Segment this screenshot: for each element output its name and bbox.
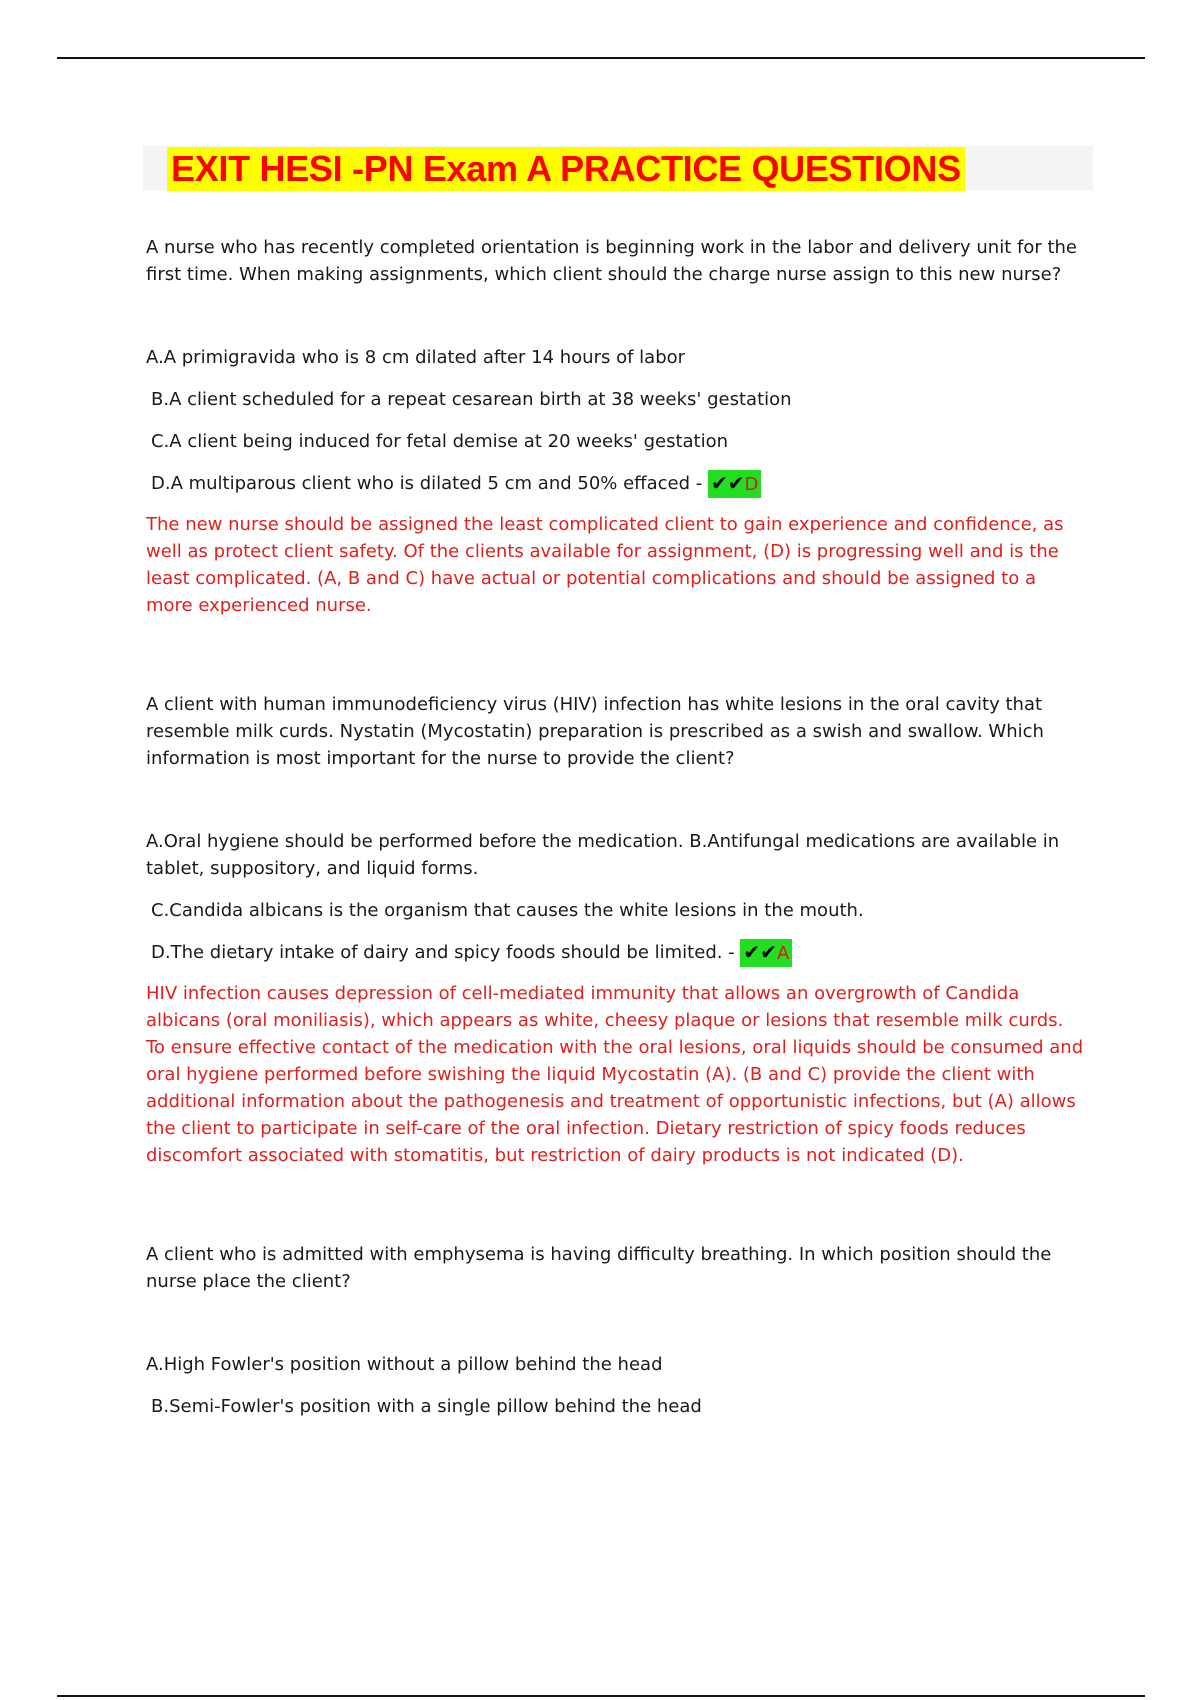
checkmark-icon: ✔✔ xyxy=(710,471,745,495)
rationale-text: HIV infection causes depression of cell-mediated immunity that allows an overgrowth of Candida albicans (oral moniliasis), which appears as white, cheesy plaque or lesions that resemble milk curds. To ensure effective contact of the medication with the oral lesions, oral liquids should be consumed and oral hygiene performed before swishing the liquid Mycostatin (A). (B and C) provide the client with additional information about the pathogenesis and treatment of opportunistic infections, but (A) allows the client to participate in self-care of the oral infection. Dietary restriction of spicy foods reduces discomfort associated with stomatitis, but restriction of dairy products is not indicated (D). xyxy=(146,983,1084,1166)
option-a-b: A.Oral hygiene should be performed before the medication. B.Antifungal medications are available in tablet, suppository, and liquid forms. xyxy=(146,831,1060,879)
document-title: EXIT HESI -PN Exam A PRACTICE QUESTIONS xyxy=(167,147,965,191)
question-2 xyxy=(146,691,1086,1169)
option-c: C.Candida albicans is the organism that causes the white lesions in the mouth. xyxy=(151,900,864,921)
option-b: B.Semi-Fowler's position with a single pillow behind the head xyxy=(151,1396,702,1417)
checkmark-icon: ✔✔ xyxy=(743,940,777,964)
option-list xyxy=(146,1351,1086,1420)
option-a: A.High Fowler's position without a pillow behind the head xyxy=(146,1354,663,1375)
header-rule xyxy=(57,57,1145,59)
rationale-text: The new nurse should be assigned the least complicated client to gain experience and confidence, as well as protect client safety. Of the clients available for assignment, (D) is progressing well and is the least complicated. (A, B and C) have actual or potential complications and should be assigned to a more experienced nurse. xyxy=(146,514,1064,616)
option-d xyxy=(146,939,1086,967)
answer-badge xyxy=(708,470,761,498)
option-d xyxy=(146,470,1086,498)
footer-rule xyxy=(57,1695,1145,1697)
option-b: B.A client scheduled for a repeat cesarean birth at 38 weeks' gestation xyxy=(151,389,792,410)
question-3 xyxy=(146,1241,1086,1420)
option-a: A.A primigravida who is 8 cm dilated after 14 hours of labor xyxy=(146,347,686,368)
question-stem: A nurse who has recently completed orientation is beginning work in the labor and delivery unit for the first time. When making assignments, which client should the charge nurse assign to this new nurse? xyxy=(146,237,1077,285)
question-stem: A client who is admitted with emphysema is having difficulty breathing. In which position should the nurse place the client? xyxy=(146,1244,1052,1292)
content-area xyxy=(146,234,1086,1435)
answer-letter: D xyxy=(744,474,759,495)
question-stem: A client with human immunodeficiency virus (HIV) infection has white lesions in the oral cavity that resemble milk curds. Nystatin (Mycostatin) preparation is prescribed as a swish and swallow. Which information is most important for the nurse to provide the client? xyxy=(146,694,1044,769)
option-list xyxy=(146,344,1086,498)
option-d-text: D.A multiparous client who is dilated 5 cm and 50% effaced - xyxy=(151,473,703,494)
option-d-text: D.The dietary intake of dairy and spicy foods should be limited. - xyxy=(151,942,735,963)
question-1 xyxy=(146,234,1086,619)
option-list xyxy=(146,828,1086,967)
option-c: C.A client being induced for fetal demise at 20 weeks' gestation xyxy=(151,431,729,452)
answer-letter: A xyxy=(776,943,790,964)
answer-badge xyxy=(740,939,792,967)
